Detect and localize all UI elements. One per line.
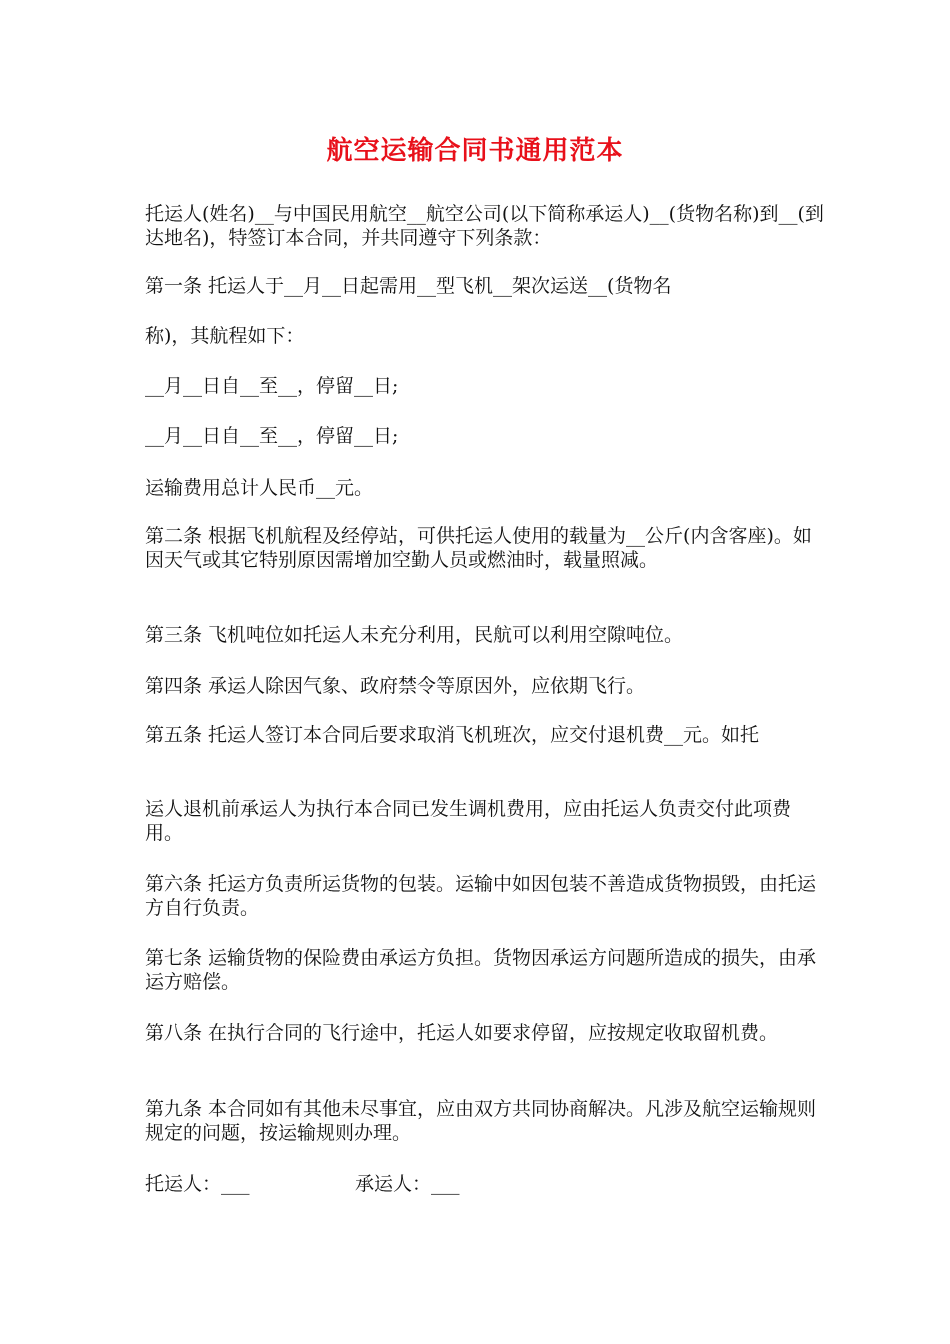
route-line-1: __月__日自__至__，停留__日; <box>145 375 399 397</box>
article-3-paragraph: 第三条 飞机吨位如托运人未充分利用，民航可以利用空隙吨位。 <box>145 624 684 646</box>
shipper-signature-field: 托运人：___ <box>145 1173 250 1195</box>
route-line-2: __月__日自__至__，停留__日; <box>145 425 399 447</box>
article-6-paragraph: 第六条 托运方负责所运货物的包装。运输中如因包装不善造成货物损毁，由托运方自行负责。 <box>145 873 817 919</box>
signature-row <box>145 1172 460 1196</box>
document-title: 航空运输合同书通用范本 <box>326 136 624 166</box>
article-1-paragraph: 第一条 托运人于__月__日起需用__型飞机__架次运送__(货物名 <box>145 275 672 297</box>
preamble-paragraph: 托运人(姓名)__与中国民用航空__航空公司(以下简称承运人)__(货物名称)到__(到达地名)，特签订本合同，并共同遵守下列条款： <box>145 203 824 249</box>
article-2-paragraph: 第二条 根据飞机航程及经停站，可供托运人使用的载量为__公斤(内含客座)。如因天气或其它特别原因需增加空勤人员或燃油时，载量照减。 <box>145 525 812 571</box>
carrier-signature-field: 承运人：___ <box>355 1173 460 1195</box>
article-7-paragraph: 第七条 运输货物的保险费由承运方负担。货物因承运方问题所造成的损失，由承运方赔偿。 <box>145 947 817 993</box>
article-5-paragraph: 第五条 托运人签订本合同后要求取消飞机班次，应交付退机费__元。如托 <box>145 724 760 746</box>
article-9-paragraph: 第九条 本合同如有其他未尽事宜，应由双方共同协商解决。凡涉及航空运输规则规定的问题，按运输规则办理。 <box>145 1098 817 1144</box>
freight-total-line: 运输费用总计人民币__元。 <box>145 477 374 499</box>
article-4-paragraph: 第四条 承运人除因气象、政府禁令等原因外，应依期飞行。 <box>145 675 646 697</box>
article-1-continuation: 称)，其航程如下： <box>145 325 305 347</box>
article-5-continuation: 运人退机前承运人为执行本合同已发生调机费用，应由托运人负责交付此项费用。 <box>145 798 792 844</box>
article-8-paragraph: 第八条 在执行合同的飞行途中，托运人如要求停留，应按规定收取留机费。 <box>145 1022 779 1044</box>
